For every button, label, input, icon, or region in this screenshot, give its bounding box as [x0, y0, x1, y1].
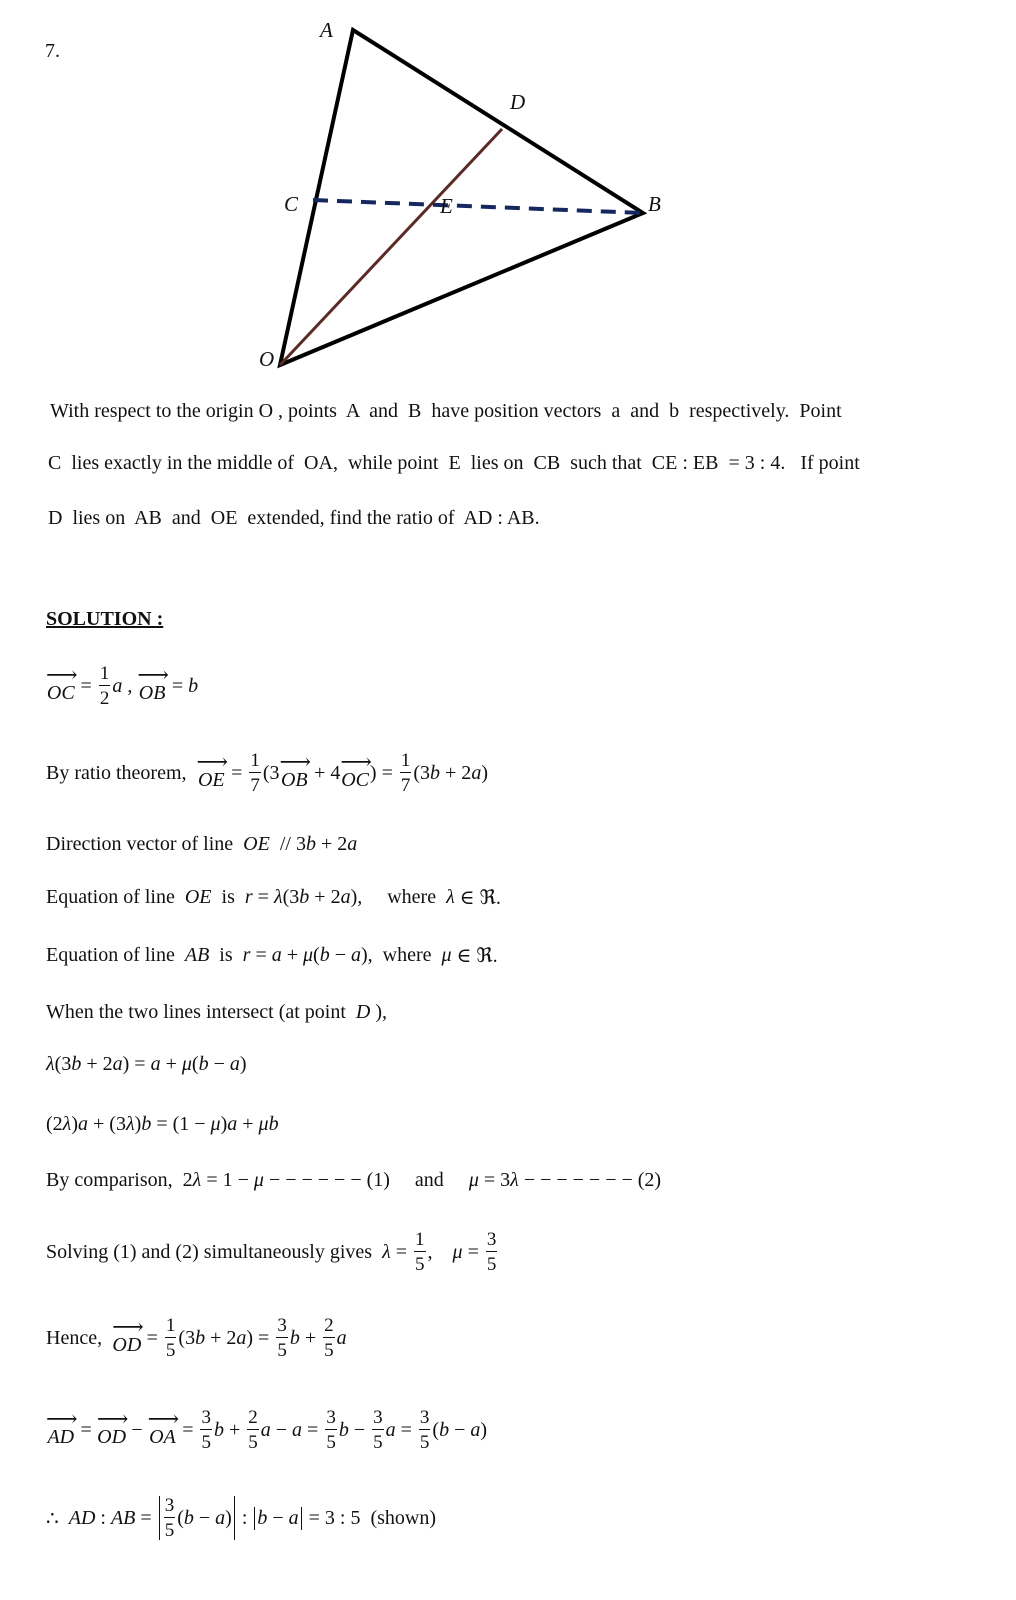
vector-name: OD	[112, 1334, 142, 1356]
denominator: 5	[419, 1432, 430, 1453]
solution-line	[46, 1034, 247, 1094]
numerator: 1	[400, 750, 411, 771]
math-text: =	[141, 1326, 163, 1349]
denominator: 5	[486, 1254, 497, 1275]
fraction	[419, 1408, 431, 1452]
math-text: (	[191, 1052, 199, 1075]
solution-line	[46, 1222, 499, 1282]
solution-line	[46, 656, 198, 716]
denominator: 2	[99, 688, 110, 709]
math-text: ∴	[46, 1507, 69, 1530]
vector-arrow-icon: ⟶	[340, 749, 370, 774]
math-symbol: a	[112, 674, 123, 697]
math-text: )	[225, 1506, 232, 1529]
math-symbol: b	[198, 1052, 209, 1075]
math-text: = 1 −	[201, 1168, 254, 1191]
math-symbol: b	[71, 1052, 82, 1075]
vector-arrow-icon: ⟶	[137, 662, 167, 687]
label-e: E	[440, 194, 453, 218]
math-text: =	[166, 674, 189, 697]
numerator: 3	[326, 1407, 336, 1428]
math-text: + 2	[315, 832, 348, 855]
denominator: 7	[400, 775, 411, 796]
math-symbol: b	[430, 761, 441, 784]
math-symbol: AB	[184, 943, 210, 966]
vector-arrow-icon: ⟶	[112, 1314, 142, 1339]
math-text: (	[432, 1418, 440, 1441]
math-text: (3	[282, 885, 300, 908]
vector	[96, 1406, 127, 1448]
math-text: ) =	[369, 761, 398, 784]
fraction	[247, 1408, 259, 1452]
math-symbol: λ	[192, 1168, 202, 1191]
solution-line	[46, 1150, 661, 1210]
math-text: −	[449, 1418, 471, 1441]
math-symbol: a	[288, 1506, 299, 1529]
denominator: 5	[164, 1520, 175, 1541]
math-text: // 3	[269, 832, 306, 855]
math-text: ),	[370, 1000, 388, 1023]
fraction	[400, 751, 412, 795]
math-text: + 2	[205, 1326, 237, 1349]
math-symbol: μ	[441, 943, 452, 966]
solution-line	[46, 743, 488, 803]
fraction	[325, 1408, 337, 1452]
math-symbol: a	[471, 761, 482, 784]
absolute-value	[159, 1496, 235, 1540]
denominator: 7	[250, 775, 260, 796]
math-text: =	[395, 1418, 417, 1441]
vector	[112, 1314, 142, 1356]
math-text: =	[252, 885, 274, 908]
math-symbol: λ	[46, 1052, 55, 1075]
numerator: 3	[486, 1229, 497, 1250]
label-a: A	[320, 18, 333, 42]
solution-line	[46, 982, 387, 1042]
math-text: + 4	[309, 761, 341, 784]
numerator: 1	[415, 1229, 425, 1250]
numerator: 2	[324, 1315, 334, 1336]
vector	[46, 1406, 76, 1448]
math-text: + (3	[88, 1112, 126, 1135]
fraction	[276, 1316, 288, 1360]
vector	[137, 662, 167, 704]
math-symbol: b	[188, 674, 199, 697]
math-text: Equation of line	[46, 943, 185, 966]
math-text: =	[302, 1418, 324, 1441]
vector-arrow-icon: ⟶	[46, 1406, 76, 1431]
math-text: =	[250, 943, 272, 966]
math-symbol: a	[385, 1418, 396, 1441]
math-text: −	[126, 1418, 148, 1441]
math-symbol: μb	[258, 1112, 279, 1135]
denominator: 5	[324, 1340, 334, 1361]
math-symbol: λ	[446, 885, 455, 908]
numerator: 3	[164, 1495, 175, 1516]
vector-name: OC	[341, 769, 370, 791]
math-text: (3	[413, 761, 431, 784]
vector-name: OE	[197, 769, 225, 791]
math-text: = 3	[478, 1168, 511, 1191]
fraction	[323, 1316, 335, 1360]
numerator: 1	[250, 750, 260, 771]
math-symbol: a	[227, 1112, 238, 1135]
solution-line	[46, 1094, 279, 1154]
fraction	[249, 751, 261, 795]
fraction	[165, 1316, 177, 1360]
math-symbol: a	[292, 1418, 303, 1441]
numerator: 2	[248, 1407, 258, 1428]
denominator: 5	[248, 1432, 258, 1453]
numerator: 1	[165, 1315, 176, 1336]
math-symbol: a	[340, 885, 351, 908]
math-text: − − − − − − (1) and	[263, 1168, 469, 1191]
vector	[46, 662, 76, 704]
math-text: − − − − − − − (2)	[518, 1168, 662, 1191]
solution-line	[46, 1488, 436, 1548]
math-symbol: b	[257, 1506, 268, 1529]
math-text: + 2	[309, 885, 341, 908]
line-cb-dashed	[313, 200, 643, 213]
line-oe-extended	[280, 129, 502, 365]
fraction	[200, 1408, 212, 1452]
math-text: −	[208, 1052, 230, 1075]
math-text: +	[299, 1326, 322, 1349]
denominator: 5	[201, 1432, 211, 1453]
math-symbol: b	[299, 885, 310, 908]
vector-name: OC	[46, 682, 75, 704]
math-text: is	[211, 885, 245, 908]
solution-line	[46, 814, 357, 874]
math-symbol: λ	[62, 1112, 72, 1135]
problem-line-2: C lies exactly in the middle of OA, while point E lies on CB such that CE : EB = 3 : 4. If point	[48, 452, 860, 474]
math-symbol: λ	[382, 1240, 391, 1263]
math-symbol: a	[78, 1112, 89, 1135]
denominator: 5	[326, 1432, 336, 1453]
math-text: =	[75, 674, 97, 697]
math-text: +	[281, 943, 303, 966]
math-text: −	[329, 943, 351, 966]
math-symbol: b	[213, 1418, 224, 1441]
math-text: ), where	[350, 885, 447, 908]
math-symbol: b	[195, 1326, 206, 1349]
vector	[279, 749, 310, 791]
math-symbol: OE	[243, 832, 270, 855]
problem-line-3: D lies on AB and OE extended, find the ratio of AD : AB.	[48, 507, 540, 529]
vector	[147, 1406, 178, 1448]
absolute-value	[254, 1507, 301, 1530]
vector-arrow-icon: ⟶	[46, 662, 76, 687]
math-text: = (1 −	[151, 1112, 211, 1135]
math-text: )	[71, 1112, 79, 1135]
math-text: ,	[122, 674, 138, 697]
math-text: )	[134, 1112, 142, 1135]
math-symbol: b	[338, 1418, 349, 1441]
math-text: =	[226, 761, 248, 784]
math-symbol: AD	[68, 1506, 96, 1529]
math-symbol: b	[319, 943, 330, 966]
label-o: O	[259, 347, 275, 371]
math-text: ∈ ℜ.	[454, 886, 501, 909]
math-text: ) =	[246, 1326, 275, 1349]
math-text: −	[348, 1418, 371, 1441]
math-symbol: μ	[210, 1112, 221, 1135]
vector-name: OB	[280, 769, 308, 791]
numerator: 3	[277, 1315, 287, 1336]
math-symbol: r	[244, 885, 253, 908]
numerator: 1	[99, 663, 110, 684]
math-text: (3	[262, 761, 280, 784]
math-text: (2	[46, 1112, 63, 1135]
math-symbol: μ	[181, 1052, 192, 1075]
math-symbol: a	[112, 1052, 123, 1075]
math-symbol: r	[242, 943, 251, 966]
math-text: )	[480, 1418, 488, 1441]
math-text: +	[160, 1052, 182, 1075]
vector-arrow-icon: ⟶	[147, 1406, 178, 1431]
math-symbol: a	[271, 943, 282, 966]
math-text: =	[462, 1240, 484, 1263]
fraction	[372, 1408, 384, 1452]
vector-arrow-icon: ⟶	[279, 749, 310, 774]
label-d: D	[510, 90, 526, 114]
math-text: + 2	[81, 1052, 113, 1075]
numerator: 3	[201, 1407, 211, 1428]
math-symbol: a	[215, 1506, 226, 1529]
fraction	[99, 664, 111, 708]
math-symbol: D	[355, 1000, 371, 1023]
math-symbol: a	[347, 832, 358, 855]
vector-arrow-icon: ⟶	[196, 749, 227, 774]
math-text: By comparison, 2	[46, 1168, 193, 1191]
math-text: ) =	[122, 1052, 151, 1075]
math-symbol: b	[305, 832, 316, 855]
numerator: 3	[419, 1407, 430, 1428]
numerator: 3	[373, 1407, 383, 1428]
triangle-diagram	[0, 0, 1016, 390]
math-text: ∈ ℜ.	[451, 944, 498, 967]
math-symbol: μ	[452, 1240, 463, 1263]
math-text: is	[209, 943, 243, 966]
math-text: =	[390, 1240, 413, 1263]
math-text: :	[95, 1506, 111, 1529]
math-text: )	[220, 1112, 228, 1135]
math-symbol: a	[470, 1418, 481, 1441]
math-text: )	[481, 761, 488, 784]
math-text: (	[313, 943, 320, 966]
math-text: Solving (1) and (2) simultaneously gives	[46, 1240, 383, 1263]
triangle-oab	[280, 30, 643, 365]
math-symbol: b	[439, 1418, 450, 1441]
solution-heading: SOLUTION :	[46, 608, 164, 630]
math-symbol: b	[289, 1326, 300, 1349]
math-text: (3	[178, 1326, 196, 1349]
math-symbol: μ	[468, 1168, 479, 1191]
math-text: +	[223, 1418, 246, 1441]
math-symbol: OE	[184, 885, 212, 908]
math-text: −	[193, 1506, 216, 1529]
math-text: −	[270, 1418, 293, 1441]
math-symbol: λ	[273, 885, 283, 908]
fraction	[486, 1230, 498, 1274]
solution-line	[46, 1400, 487, 1460]
vector-name: OA	[149, 1426, 176, 1448]
math-text: + 2	[440, 761, 472, 784]
vector-name: OB	[138, 682, 166, 704]
vector-name: OD	[97, 1426, 127, 1448]
label-b: B	[648, 192, 661, 216]
math-symbol: λ	[510, 1168, 519, 1191]
denominator: 5	[373, 1432, 383, 1453]
question-number: 7.	[45, 40, 60, 62]
solution-line	[46, 1308, 347, 1368]
math-symbol: a	[236, 1326, 247, 1349]
math-text: = 3 : 5 (shown)	[303, 1506, 437, 1529]
math-text: Equation of line	[46, 885, 185, 908]
solution-line	[46, 925, 498, 985]
math-symbol: a	[229, 1052, 240, 1075]
math-symbol: μ	[253, 1168, 264, 1191]
math-text: −	[267, 1506, 289, 1529]
vector	[340, 749, 370, 791]
label-c: C	[284, 192, 299, 216]
problem-line-1: With respect to the origin O , points A and B have position vectors a and b respectively. Point	[50, 400, 842, 422]
math-text: (3	[54, 1052, 72, 1075]
fraction	[414, 1230, 426, 1274]
math-symbol: a	[351, 943, 361, 966]
math-text: (	[177, 1506, 184, 1529]
math-symbol: a	[260, 1418, 271, 1441]
math-text: Hence,	[46, 1326, 113, 1349]
math-text: =	[75, 1418, 97, 1441]
vector-name: AD	[47, 1426, 75, 1448]
denominator: 5	[415, 1254, 425, 1275]
math-symbol: μ	[303, 943, 314, 966]
math-text: =	[135, 1506, 157, 1529]
fraction	[164, 1496, 176, 1540]
math-text: )	[239, 1052, 247, 1075]
denominator: 5	[165, 1340, 176, 1361]
math-text: ), where	[361, 943, 442, 966]
solution-line	[46, 867, 501, 927]
math-text: By ratio theorem,	[46, 761, 197, 784]
math-text: =	[177, 1418, 199, 1441]
vector-arrow-icon: ⟶	[96, 1406, 127, 1431]
math-symbol: b	[141, 1112, 152, 1135]
math-text: When the two lines intersect (at point	[46, 1000, 356, 1023]
math-symbol: a	[336, 1326, 347, 1349]
math-symbol: AB	[110, 1506, 136, 1529]
math-symbol: b	[183, 1506, 194, 1529]
math-text: :	[236, 1506, 253, 1529]
denominator: 5	[277, 1340, 287, 1361]
math-symbol: λ	[125, 1112, 135, 1135]
vector	[196, 749, 227, 791]
math-symbol: a	[150, 1052, 161, 1075]
math-text: +	[237, 1112, 259, 1135]
math-text: Direction vector of line	[46, 832, 244, 855]
math-text: ,	[427, 1240, 453, 1263]
